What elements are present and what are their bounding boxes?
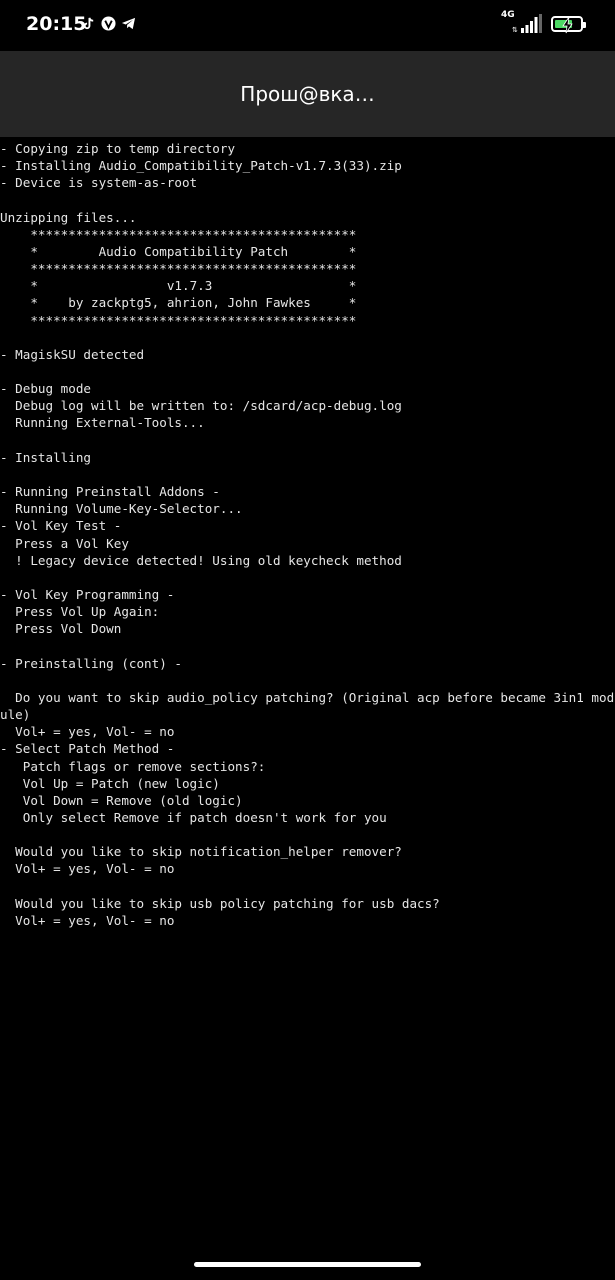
terminal-line xyxy=(0,466,615,483)
terminal-line: Vol+ = yes, Vol- = no xyxy=(0,724,175,740)
terminal-line: - Debug mode xyxy=(0,381,91,397)
terminal-line xyxy=(0,432,615,449)
svg-text:⇅: ⇅ xyxy=(512,26,518,34)
page-title: Прош@вка… xyxy=(240,82,375,106)
notification-icons xyxy=(81,16,136,31)
terminal-line: Vol Up = Patch (new logic) xyxy=(0,775,220,791)
terminal-line: Press a Vol Key xyxy=(0,535,129,551)
app-bar xyxy=(0,51,615,137)
terminal-line xyxy=(0,826,615,843)
battery-charging-icon xyxy=(551,16,583,32)
terminal-line: - Vol Key Programming - xyxy=(0,586,175,602)
network-type: 4G xyxy=(501,10,515,20)
status-bar xyxy=(0,0,615,50)
terminal-line xyxy=(0,878,615,895)
terminal-line xyxy=(0,637,615,654)
terminal-line: Would you like to skip notification_helper remover? xyxy=(0,844,402,860)
terminal-line: - Device is system-as-root xyxy=(0,175,198,191)
terminal-line: Vol+ = yes, Vol- = no xyxy=(0,912,175,928)
terminal-line: - Copying zip to temp directory xyxy=(0,141,236,156)
terminal-line: Running Volume-Key-Selector... xyxy=(0,501,243,517)
terminal-line: Only select Remove if patch doesn't work for you xyxy=(0,809,387,825)
terminal-line: Vol+ = yes, Vol- = no xyxy=(0,861,175,877)
tiktok-icon xyxy=(81,16,96,31)
terminal-line xyxy=(0,569,615,586)
terminal-output[interactable] xyxy=(0,140,615,1240)
status-time: 20:15 xyxy=(26,13,87,35)
telegram-icon xyxy=(121,16,136,31)
terminal-line: Unzipping files... xyxy=(0,209,137,225)
terminal-line: ******************************************* xyxy=(0,226,357,242)
status-right xyxy=(501,10,583,34)
terminal-line: - Running Preinstall Addons - xyxy=(0,484,220,500)
terminal-line: * by zackptg5, ahrion, John Fawkes * xyxy=(0,295,357,311)
terminal-line xyxy=(0,672,615,689)
terminal-line: - Preinstalling (cont) - xyxy=(0,655,182,671)
terminal-line: Vol Down = Remove (old logic) xyxy=(0,792,243,808)
terminal-line: - Installing Audio_Compatibility_Patch-v1.7.3(33).zip xyxy=(0,158,402,174)
terminal-line: Would you like to skip usb policy patching for usb dacs? xyxy=(0,895,440,911)
signal-icon xyxy=(501,10,543,34)
terminal-line: ******************************************* xyxy=(0,312,357,328)
terminal-line: - Select Patch Method - xyxy=(0,741,175,757)
terminal-line: Patch flags or remove sections?: xyxy=(0,758,266,774)
terminal-line: ! Legacy device detected! Using old keycheck method xyxy=(0,552,402,568)
terminal-line: Running External-Tools... xyxy=(0,415,205,431)
terminal-line: Press Vol Down xyxy=(0,621,122,637)
home-indicator[interactable] xyxy=(194,1262,421,1267)
terminal-line: * Audio Compatibility Patch * xyxy=(0,243,357,259)
terminal-line xyxy=(0,363,615,380)
terminal-line: - Vol Key Test - xyxy=(0,518,122,534)
terminal-line: - MagiskSU detected xyxy=(0,346,145,362)
terminal-line xyxy=(0,191,615,208)
terminal-line: ******************************************* xyxy=(0,261,357,277)
terminal-line: * v1.7.3 * xyxy=(0,278,357,294)
terminal-line xyxy=(0,329,615,346)
terminal-line: - Installing xyxy=(0,449,91,465)
terminal-line: Debug log will be written to: /sdcard/acp-debug.log xyxy=(0,398,402,414)
terminal-line: Do you want to skip audio_policy patching? (Original acp before became 3in1 module) xyxy=(0,689,615,723)
terminal-line: Press Vol Up Again: xyxy=(0,604,160,620)
vpn-v-icon xyxy=(101,16,116,31)
